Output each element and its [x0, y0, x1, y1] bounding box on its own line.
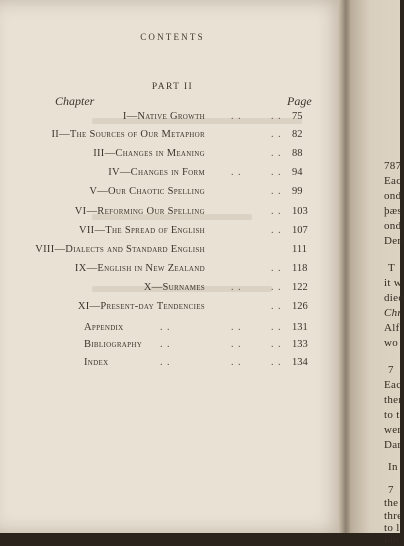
- toc-entry-page: 126: [292, 301, 308, 312]
- toc-entry-title: I—Native Growth: [122, 111, 205, 122]
- leader-dots: . .: [231, 282, 242, 293]
- right-page-text: 7: [388, 484, 394, 496]
- toc-entry-title: VII—The Spread of English: [78, 225, 205, 236]
- toc-entry-page: 99: [292, 186, 303, 197]
- toc-entry[interactable]: [0, 206, 345, 224]
- toc-entry-title: II—The Sources of Our Metaphor: [51, 129, 205, 140]
- right-page-text: Chr: [384, 307, 403, 319]
- toc-entry-page: 133: [292, 339, 308, 350]
- leader-dots: . .: [160, 322, 171, 333]
- toc-entry-bibliography[interactable]: [0, 339, 345, 357]
- toc-entry-title: V—Our Chaotic Spelling: [89, 186, 205, 197]
- toc-entry[interactable]: [0, 244, 345, 262]
- right-page-text: 7: [388, 364, 394, 376]
- leader-dots: . .: [271, 225, 282, 236]
- right-page-text: thre: [384, 510, 403, 522]
- toc-entry-title: XI—Present-day Tendencies: [77, 301, 205, 312]
- toc-entry-title: X—Surnames: [143, 282, 205, 293]
- part-title: PART II: [151, 82, 194, 92]
- right-page-text: it w: [384, 277, 403, 289]
- leader-dots: . .: [231, 357, 242, 368]
- right-page-text: Den: [384, 235, 404, 247]
- toc-entry[interactable]: [0, 225, 345, 243]
- toc-entry[interactable]: [0, 111, 345, 129]
- toc-entry-page: 103: [292, 206, 308, 217]
- leader-dots: . .: [271, 263, 282, 274]
- right-page-text: Eac: [384, 379, 402, 391]
- right-page-text: to t: [384, 409, 400, 421]
- right-page-text: 787: [384, 160, 402, 172]
- toc-entry[interactable]: [0, 167, 345, 185]
- toc-entry-page: 118: [292, 263, 308, 274]
- right-page-text: ond: [384, 190, 402, 202]
- leader-dots: . .: [271, 339, 282, 350]
- toc-entry-page: 82: [292, 129, 303, 140]
- right-page-text: ond: [384, 220, 402, 232]
- toc-entry-appendix[interactable]: [0, 322, 345, 340]
- leader-dots: . .: [231, 339, 242, 350]
- leader-dots: . .: [271, 206, 282, 217]
- toc-entry[interactable]: [0, 186, 345, 204]
- right-page-text: Alf: [384, 322, 400, 334]
- toc-entry[interactable]: [0, 263, 345, 281]
- leader-dots: . .: [271, 322, 282, 333]
- toc-entry-title: IV—Changes in Form: [108, 167, 205, 178]
- right-page-text: þæs: [384, 205, 403, 217]
- leader-dots: . .: [231, 167, 242, 178]
- toc-entry-title: VIII—Dialects and Standard English: [35, 244, 205, 255]
- toc-entry-page: 88: [292, 148, 303, 159]
- leader-dots: . .: [271, 186, 282, 197]
- toc-entry[interactable]: [0, 148, 345, 166]
- page-column-heading: Page: [287, 94, 312, 108]
- toc-entry[interactable]: [0, 282, 345, 300]
- toc-entry-title: Index: [84, 357, 109, 368]
- leader-dots: . .: [271, 301, 282, 312]
- right-page-text: to l: [384, 522, 400, 534]
- toc-entry[interactable]: [0, 129, 345, 147]
- right-page-text: died: [384, 292, 404, 304]
- toc-entry-page: 94: [292, 167, 303, 178]
- leader-dots: . .: [160, 339, 171, 350]
- toc-entry-title: IX—English in New Zealand: [74, 263, 205, 274]
- leader-dots: . .: [271, 111, 282, 122]
- toc-entry-page: 134: [292, 357, 308, 368]
- leader-dots: . .: [271, 357, 282, 368]
- right-page-text: kin: [384, 534, 399, 546]
- leader-dots: . .: [271, 167, 282, 178]
- leader-dots: . .: [231, 322, 242, 333]
- toc-entry-page: 75: [292, 111, 303, 122]
- right-page-text: T: [388, 262, 396, 274]
- leader-dots: . .: [160, 357, 171, 368]
- chapter-column-heading: Chapter: [55, 94, 95, 108]
- toc-entry-index[interactable]: [0, 357, 345, 375]
- toc-entry-page: 111: [292, 244, 307, 255]
- toc-entry-title: VI—Reforming Our Spelling: [74, 206, 205, 217]
- leader-dots: . .: [271, 148, 282, 159]
- toc-entry-title: Appendix: [84, 322, 124, 333]
- toc-entry-page: 122: [292, 282, 308, 293]
- toc-entry-title: III—Changes in Meaning: [93, 148, 205, 159]
- toc-entry[interactable]: [0, 301, 345, 319]
- leader-dots: . .: [231, 111, 242, 122]
- right-page-text: wer: [384, 424, 402, 436]
- right-page-text: wo: [384, 337, 399, 349]
- page-header: CONTENTS: [140, 32, 205, 42]
- right-page-text: ther: [384, 394, 403, 406]
- toc-entry-page: 107: [292, 225, 308, 236]
- right-page-text: the: [384, 497, 399, 509]
- right-page-text: In: [388, 461, 398, 473]
- right-page-text: Eac: [384, 175, 402, 187]
- toc-entry-page: 131: [292, 322, 308, 333]
- toc-entry-title: Bibliography: [84, 339, 143, 350]
- right-page-edge: [350, 0, 404, 546]
- right-page-text: Dar: [384, 439, 402, 451]
- leader-dots: . .: [271, 282, 282, 293]
- leader-dots: . .: [271, 129, 282, 140]
